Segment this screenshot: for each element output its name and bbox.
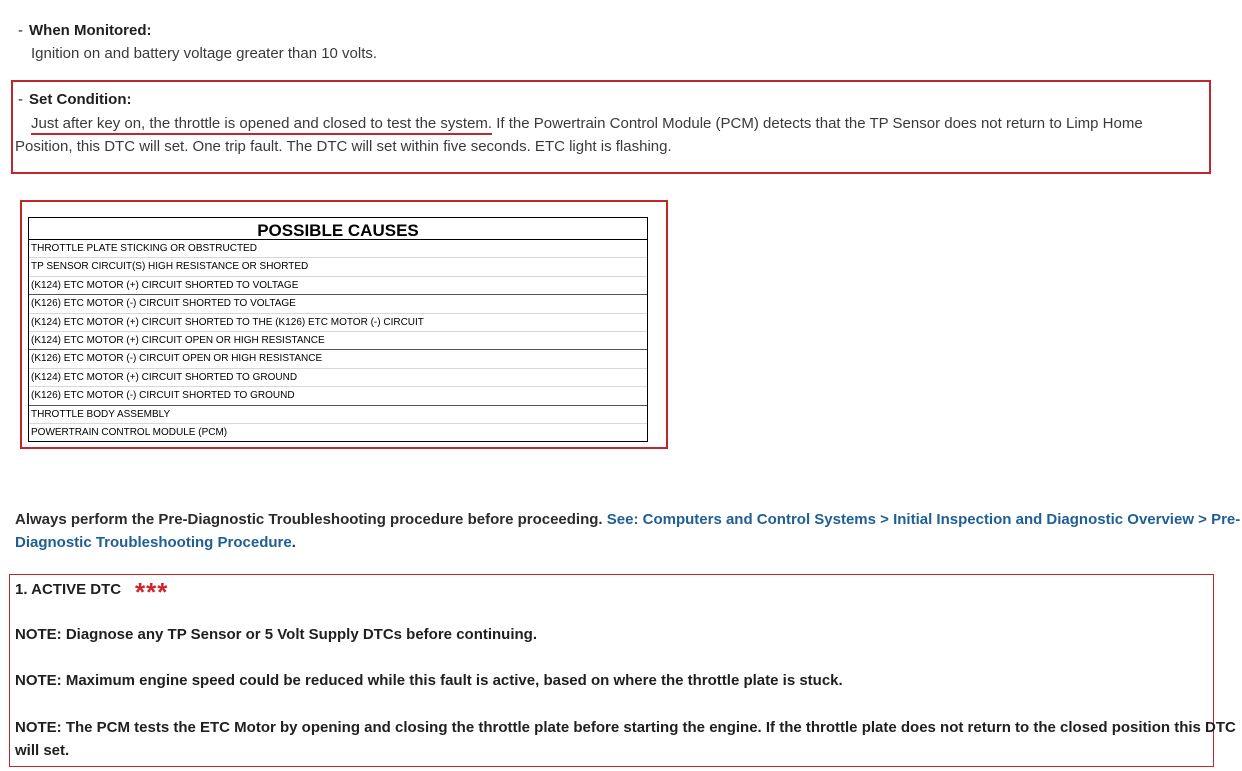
cause-row: THROTTLE PLATE STICKING OR OBSTRUCTED [29, 240, 647, 258]
set-condition-text-line2: Position, this DTC will set. One trip fault. The DTC will set within five seconds. ETC light is flashing. [15, 138, 672, 155]
cause-row: (K124) ETC MOTOR (+) CIRCUIT SHORTED TO THE (K126) ETC MOTOR (-) CIRCUIT [29, 314, 647, 332]
possible-causes-table [28, 217, 648, 442]
set-condition-rest-line1: If the Powertrain Control Module (PCM) detects that the TP Sensor does not return to Limp Home [492, 115, 1143, 132]
pre-diagnostic-line1 [15, 508, 1240, 531]
note-tp-sensor: NOTE: Diagnose any TP Sensor or 5 Volt Supply DTCs before continuing. [15, 626, 538, 643]
note-engine-speed: NOTE: Maximum engine speed could be reduced while this fault is active, based on where the throttle plate is stuck. [15, 672, 843, 689]
when-monitored-heading: - When Monitored: [18, 22, 152, 39]
cause-row: (K126) ETC MOTOR (-) CIRCUIT OPEN OR HIGH RESISTANCE [29, 350, 647, 368]
asterisk-marker: *** [135, 577, 169, 607]
possible-causes-title: POSSIBLE CAUSES [29, 218, 647, 240]
when-monitored-text: Ignition on and battery voltage greater than 10 volts. [31, 45, 378, 62]
pre-diagnostic-text: Always perform the Pre-Diagnostic Troubleshooting procedure before proceeding. [15, 511, 603, 528]
note-pcm-test-line2: will set. [15, 742, 70, 759]
cause-row: TP SENSOR CIRCUIT(S) HIGH RESISTANCE OR SHORTED [29, 258, 647, 276]
set-condition-text-line1 [31, 112, 1143, 135]
cause-row: (K124) ETC MOTOR (+) CIRCUIT OPEN OR HIGH RESISTANCE [29, 332, 647, 350]
cause-row: THROTTLE BODY ASSEMBLY [29, 406, 647, 424]
note-pcm-test-line1: NOTE: The PCM tests the ETC Motor by opening and closing the throttle plate before starting the engine. If the throttle plate does not return to the closed position this DTC [15, 719, 1236, 736]
pre-diagnostic-link-continued[interactable]: Diagnostic Troubleshooting Procedure [15, 534, 292, 551]
set-condition-heading: - Set Condition: [18, 91, 132, 108]
cause-row: (K124) ETC MOTOR (+) CIRCUIT SHORTED TO VOLTAGE [29, 277, 647, 295]
pre-diagnostic-line2 [15, 531, 296, 554]
active-dtc-heading: 1. ACTIVE DTC [15, 581, 122, 598]
set-condition-underlined: Just after key on, the throttle is opened and closed to test the system. [31, 115, 492, 135]
cause-row: (K126) ETC MOTOR (-) CIRCUIT SHORTED TO GROUND [29, 387, 647, 405]
pre-diagnostic-period: . [291, 534, 296, 551]
cause-row: POWERTRAIN CONTROL MODULE (PCM) [31, 426, 228, 438]
cause-row: (K124) ETC MOTOR (+) CIRCUIT SHORTED TO GROUND [29, 369, 647, 387]
cause-row: (K126) ETC MOTOR (-) CIRCUIT SHORTED TO VOLTAGE [29, 295, 647, 313]
pre-diagnostic-link[interactable]: See: Computers and Control Systems > Initial Inspection and Diagnostic Overview > Pre- [606, 511, 1241, 528]
